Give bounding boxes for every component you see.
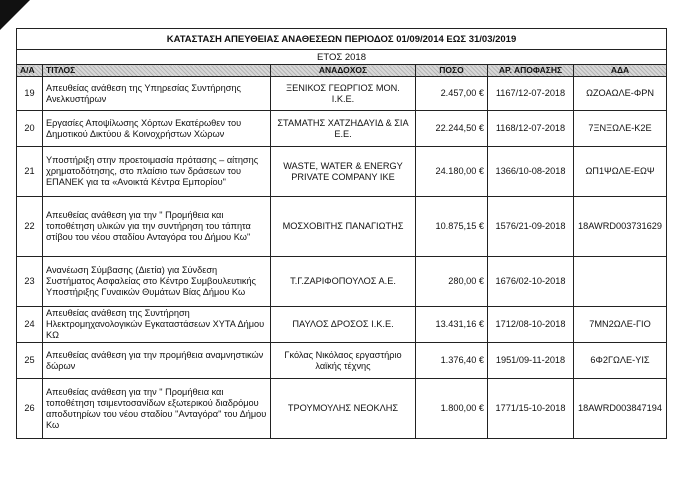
row-decision: 1951/09-11-2018 <box>488 343 574 379</box>
row-decision: 1366/10-08-2018 <box>488 147 574 197</box>
row-amount: 1.376,40 € <box>416 343 488 379</box>
row-title: Υποστήριξη στην προετοιμασία πρότασης – αίτησης χρηματοδότησης, στο πλαίσιο των δράσεων του ΕΠΑΝΕΚ για τα «Ανοικτά Κέντρα Εμπορίου" <box>43 147 271 197</box>
row-decision: 1576/21-09-2018 <box>488 197 574 257</box>
table-row <box>17 307 667 343</box>
row-number: 19 <box>17 77 43 111</box>
table-row <box>17 379 667 439</box>
row-title: Απευθείας ανάθεση της Συντήρηση Ηλεκτρομηχανολογικών Εγκαταστάσεων ΧΥΤΑ Δήμου ΚΩ <box>43 307 271 343</box>
row-number: 23 <box>17 257 43 307</box>
row-decision: 1676/02-10-2018 <box>488 257 574 307</box>
scan-corner-mark <box>0 0 30 30</box>
row-number: 20 <box>17 111 43 147</box>
header-num: Α/Α <box>17 65 43 77</box>
row-contractor: ΞΕΝΙΚΟΣ ΓΕΩΡΓΙΟΣ ΜΟΝ. Ι.Κ.Ε. <box>271 77 416 111</box>
row-contractor: ΤΡΟΥΜΟΥΛΗΣ ΝΕΟΚΛΗΣ <box>271 379 416 439</box>
row-amount: 22.244,50 € <box>416 111 488 147</box>
document-title: ΚΑΤΑΣΤΑΣΗ ΑΠΕΥΘΕΙΑΣ ΑΝΑΘΕΣΕΩΝ ΠΕΡΙΟΔΟΣ 01/09/2014 ΕΩΣ 31/03/2019 <box>17 29 667 50</box>
row-contractor: Τ.Γ.ΖΑΡΙΦΟΠΟΥΛΟΣ Α.Ε. <box>271 257 416 307</box>
row-contractor: ΣΤΑΜΑΤΗΣ ΧΑΤΖΗΔΑΥΙΔ & ΣΙΑ Ε.Ε. <box>271 111 416 147</box>
row-title: Απευθείας ανάθεση της Υπηρεσίας Συντήρησης Ανελκυστήρων <box>43 77 271 111</box>
header-contractor: ΑΝΑΔΟΧΟΣ <box>271 65 416 77</box>
report-sheet <box>16 28 666 439</box>
row-ada: 18AWRD003731629 <box>574 197 667 257</box>
row-amount: 280,00 € <box>416 257 488 307</box>
row-ada <box>574 257 667 307</box>
table-row <box>17 111 667 147</box>
row-amount: 13.431,16 € <box>416 307 488 343</box>
row-title: Ανανέωση Σύμβασης (Διετία) για Σύνδεση Συστήματος Ασφαλείας στο Κέντρο Συμβουλευτικής Υποστήριξης Γυναικών Θυμάτων Βίας Δήμου Κω <box>43 257 271 307</box>
row-decision: 1167/12-07-2018 <box>488 77 574 111</box>
contracts-table <box>16 28 667 439</box>
header-row <box>17 65 667 77</box>
row-amount: 24.180,00 € <box>416 147 488 197</box>
row-decision: 1712/08-10-2018 <box>488 307 574 343</box>
row-number: 24 <box>17 307 43 343</box>
row-amount: 2.457,00 € <box>416 77 488 111</box>
row-title: Απευθείας ανάθεση για την " Προμήθεια και τοποθέτηση τσιμεντοσανίδων εξωτερικού διαδρόμου αποδυτηρίων του νέου σταδίου ''Ανταγόρα" του Δήμου Κω <box>43 379 271 439</box>
table-row <box>17 197 667 257</box>
table-row <box>17 77 667 111</box>
header-ada: ΑΔΑ <box>574 65 667 77</box>
row-ada: ΩΖΟΑΩΛΕ-ΦΡΝ <box>574 77 667 111</box>
row-ada: ΩΠ1ΨΩΛΕ-ΕΩΨ <box>574 147 667 197</box>
row-amount: 10.875,15 € <box>416 197 488 257</box>
row-decision: 1168/12-07-2018 <box>488 111 574 147</box>
year-label: ΕΤΟΣ 2018 <box>17 50 667 65</box>
row-contractor: ΜΟΣΧΟΒΙΤΗΣ ΠΑΝΑΓΙΩΤΗΣ <box>271 197 416 257</box>
row-decision: 1771/15-10-2018 <box>488 379 574 439</box>
row-title: Απευθείας ανάθεση για την προμήθεια αναμνηστικών δώρων <box>43 343 271 379</box>
table-row <box>17 257 667 307</box>
header-title: ΤΙΤΛΟΣ <box>43 65 271 77</box>
row-number: 25 <box>17 343 43 379</box>
row-contractor: Γκόλας Νικόλαος εργαστήριο λαϊκής τέχνης <box>271 343 416 379</box>
row-ada: 6Φ2ΓΩΛΕ-ΥΙΣ <box>574 343 667 379</box>
row-ada: 7ΞΝΞΩΛΕ-Κ2Ε <box>574 111 667 147</box>
header-amount: ΠΟΣΟ <box>416 65 488 77</box>
row-number: 26 <box>17 379 43 439</box>
header-decision: ΑΡ. ΑΠΟΦΑΣΗΣ <box>488 65 574 77</box>
row-contractor: ΠΑΥΛΟΣ ΔΡΟΣΟΣ Ι.Κ.Ε. <box>271 307 416 343</box>
table-row <box>17 147 667 197</box>
row-title: Εργασίες Αποψίλωσης Χόρτων Εκατέρωθεν του Δημοτικού Δικτύου & Κοινοχρήστων Χώρων <box>43 111 271 147</box>
table-row <box>17 343 667 379</box>
row-contractor: WASTE, WATER & ENERGY PRIVATE COMPANY IKE <box>271 147 416 197</box>
row-number: 22 <box>17 197 43 257</box>
row-title: Απευθείας ανάθεση για την " Προμήθεια και τοποθέτηση υλικών για την συντήρηση του τάπητα στίβου του νέου σταδίου Ανταγόρα του Δήμου Κω" <box>43 197 271 257</box>
row-number: 21 <box>17 147 43 197</box>
row-amount: 1.800,00 € <box>416 379 488 439</box>
row-ada: 18AWRD003847194 <box>574 379 667 439</box>
row-ada: 7ΜΝ2ΩΛΕ-ΓΙΟ <box>574 307 667 343</box>
